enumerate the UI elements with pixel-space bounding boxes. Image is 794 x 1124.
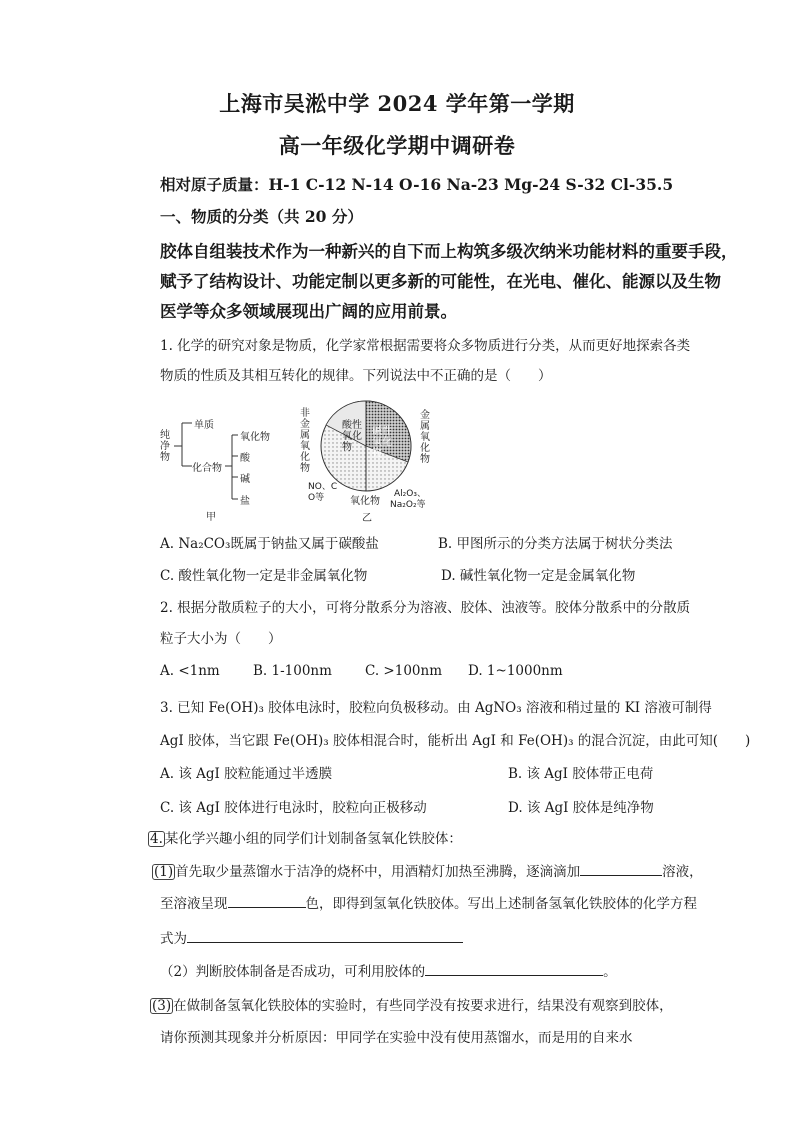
q1-option-a[interactable]: A. Na₂CO₃既属于钠盐又属于碳酸盐 <box>160 536 379 552</box>
q4-stem <box>148 827 462 847</box>
q4-part3-line1 <box>150 994 673 1014</box>
q3-option-a[interactable]: A. 该 AgI 胶粒能通过半透膜 <box>160 766 333 782</box>
diagram-yi-bottom-mid: 氧化物 <box>350 496 380 507</box>
diagram-yi-right-label: 金属氧化物 <box>420 410 430 465</box>
exam-title-line1: 上海市吴淞中学 2024 学年第一学期 <box>219 91 575 116</box>
intro-line-3: 医学等众多领域展现出广阔的应用前景。 <box>160 302 457 321</box>
q4-blank-color[interactable] <box>228 893 306 908</box>
diagram-jia-root: 纯净物 <box>160 430 170 463</box>
section-heading: 一、物质的分类（共 20 分） <box>160 207 363 226</box>
diagram-jia-leaf: 氧化物 <box>240 432 270 443</box>
q4-number: 4. <box>150 831 163 847</box>
diagram-jia-leaf: 盐 <box>240 496 250 507</box>
q1-option-c[interactable]: C. 酸性氧化物一定是非金属氧化物 <box>160 568 368 584</box>
q4-part1-number: (1) <box>154 864 174 880</box>
q2-option-a[interactable]: A. <1nm <box>160 663 220 679</box>
intro-line-2: 赋予了结构设计、功能定制以更多新的可能性，在光电、催化、能源以及生物 <box>160 272 721 291</box>
diagram-yi <box>296 398 436 522</box>
q4-part1-text-e: 式为 <box>160 931 187 947</box>
atomic-masses: 相对原子质量：H-1 C-12 N-14 O-16 Na-23 Mg-24 S-32 Cl-35.5 <box>160 175 674 194</box>
q2-stem-line1: 2. 根据分散质粒子的大小，可将分散系分为溶液、胶体、浊液等。胶体分散系中的分散质 <box>160 600 691 616</box>
diagram-jia-caption: 甲 <box>206 512 216 523</box>
q4-part1-line1 <box>152 860 703 880</box>
q3-stem-line1: 3. 已知 Fe(OH)₃ 胶体电泳时，胶粒向负极移动。由 AgNO₃ 溶液和稍过量的 KI 溶液可制得 <box>160 700 712 716</box>
q4-part1-line2 <box>160 892 697 912</box>
exam-title-line2: 高一年级化学期中调研卷 <box>278 133 516 158</box>
q3-option-b[interactable]: B. 该 AgI 胶体带正电荷 <box>508 766 654 782</box>
q1-stem-line2: 物质的性质及其相互转化的规律。下列说法中不正确的是（ ） <box>160 368 552 384</box>
intro-line-1: 胶体自组装技术作为一种新兴的自下而上构筑多级次纳米功能材料的重要手段， <box>160 242 738 261</box>
diagram-yi-bottom-right-2: Na₂O₂等 <box>390 500 426 510</box>
q3-option-d[interactable]: D. 该 AgI 胶体是纯净物 <box>508 800 654 816</box>
diagram-jia-branch2: 化合物 <box>192 463 222 474</box>
q1-option-b[interactable]: B. 甲图所示的分类方法属于树状分类法 <box>438 536 673 552</box>
diagram-yi-bottom-right-1: Al₂O₃、 <box>394 489 426 499</box>
q4-blank-solution[interactable] <box>580 861 662 876</box>
q4-part1-text-d: 色，即得到氢氧化铁胶体。写出上述制备氢氧化铁胶体的化学方程 <box>305 896 697 912</box>
q4-part3-line2: 请你预测其现象并分析原因：甲同学在实验中没有使用蒸馏水，而是用的自来水 <box>160 1030 633 1046</box>
q2-option-d[interactable]: D. 1~1000nm <box>468 663 563 679</box>
diagram-jia <box>158 408 298 523</box>
diagram-yi-inner-right: 碱性氧化物 <box>372 426 392 459</box>
q2-stem-line2: 粒子大小为（ ） <box>160 631 282 647</box>
q2-option-c[interactable]: C. >100nm <box>365 663 443 679</box>
q4-part1-text-c: 至溶液呈现 <box>160 896 228 912</box>
q3-option-c[interactable]: C. 该 AgI 胶体进行电泳时，胶粒向正极移动 <box>160 800 427 816</box>
q4-part3-text-a: 在做制备氢氧化铁胶体的实验时，有些同学没有按要求进行，结果没有观察到胶体， <box>173 998 673 1014</box>
q4-part1-text-b: 溶液， <box>662 864 703 880</box>
q4-part1-line3 <box>160 927 463 947</box>
q4-part2-text: （2）判断胶体制备是否成功，可利用胶体的 <box>160 964 426 980</box>
q2-option-b[interactable]: B. 1-100nm <box>253 663 332 679</box>
diagram-jia-branch1: 单质 <box>194 420 214 431</box>
diagram-yi-inner-left: 酸性氧化物 <box>342 420 362 453</box>
q4-blank-property[interactable] <box>425 961 603 976</box>
q1-option-d[interactable]: D. 碱性氧化物一定是金属氧化物 <box>441 568 636 584</box>
q4-part2-end: 。 <box>603 964 617 980</box>
diagram-jia-leaf: 酸 <box>240 453 250 464</box>
q4-part2 <box>160 960 617 980</box>
diagram-yi-bottom-left: NO、CO等 <box>308 482 338 503</box>
q4-part1-text-a: 首先取少量蒸馏水于洁净的烧杯中，用酒精灯加热至沸腾，逐滴滴加 <box>175 864 581 880</box>
diagram-jia-leaf: 碱 <box>240 474 250 485</box>
q4-part3-number: (3) <box>152 998 172 1014</box>
q1-stem-line1: 1. 化学的研究对象是物质，化学家常根据需要将众多物质进行分类，从而更好地探索各类 <box>160 338 691 354</box>
q4-stem-text: 某化学兴趣小组的同学们计划制备氢氧化铁胶体： <box>164 831 462 847</box>
diagram-yi-caption: 乙 <box>362 513 372 524</box>
diagram-yi-left-label: 非金属氧化物 <box>300 408 310 474</box>
diagram-jia-lines <box>158 408 298 520</box>
q3-stem-line2: AgI 胶体，当它跟 Fe(OH)₃ 胶体相混合时，能析出 AgI 和 Fe(OH)₃ 的混合沉淀，由此可知( ) <box>160 733 751 749</box>
q4-blank-equation[interactable] <box>187 928 463 943</box>
